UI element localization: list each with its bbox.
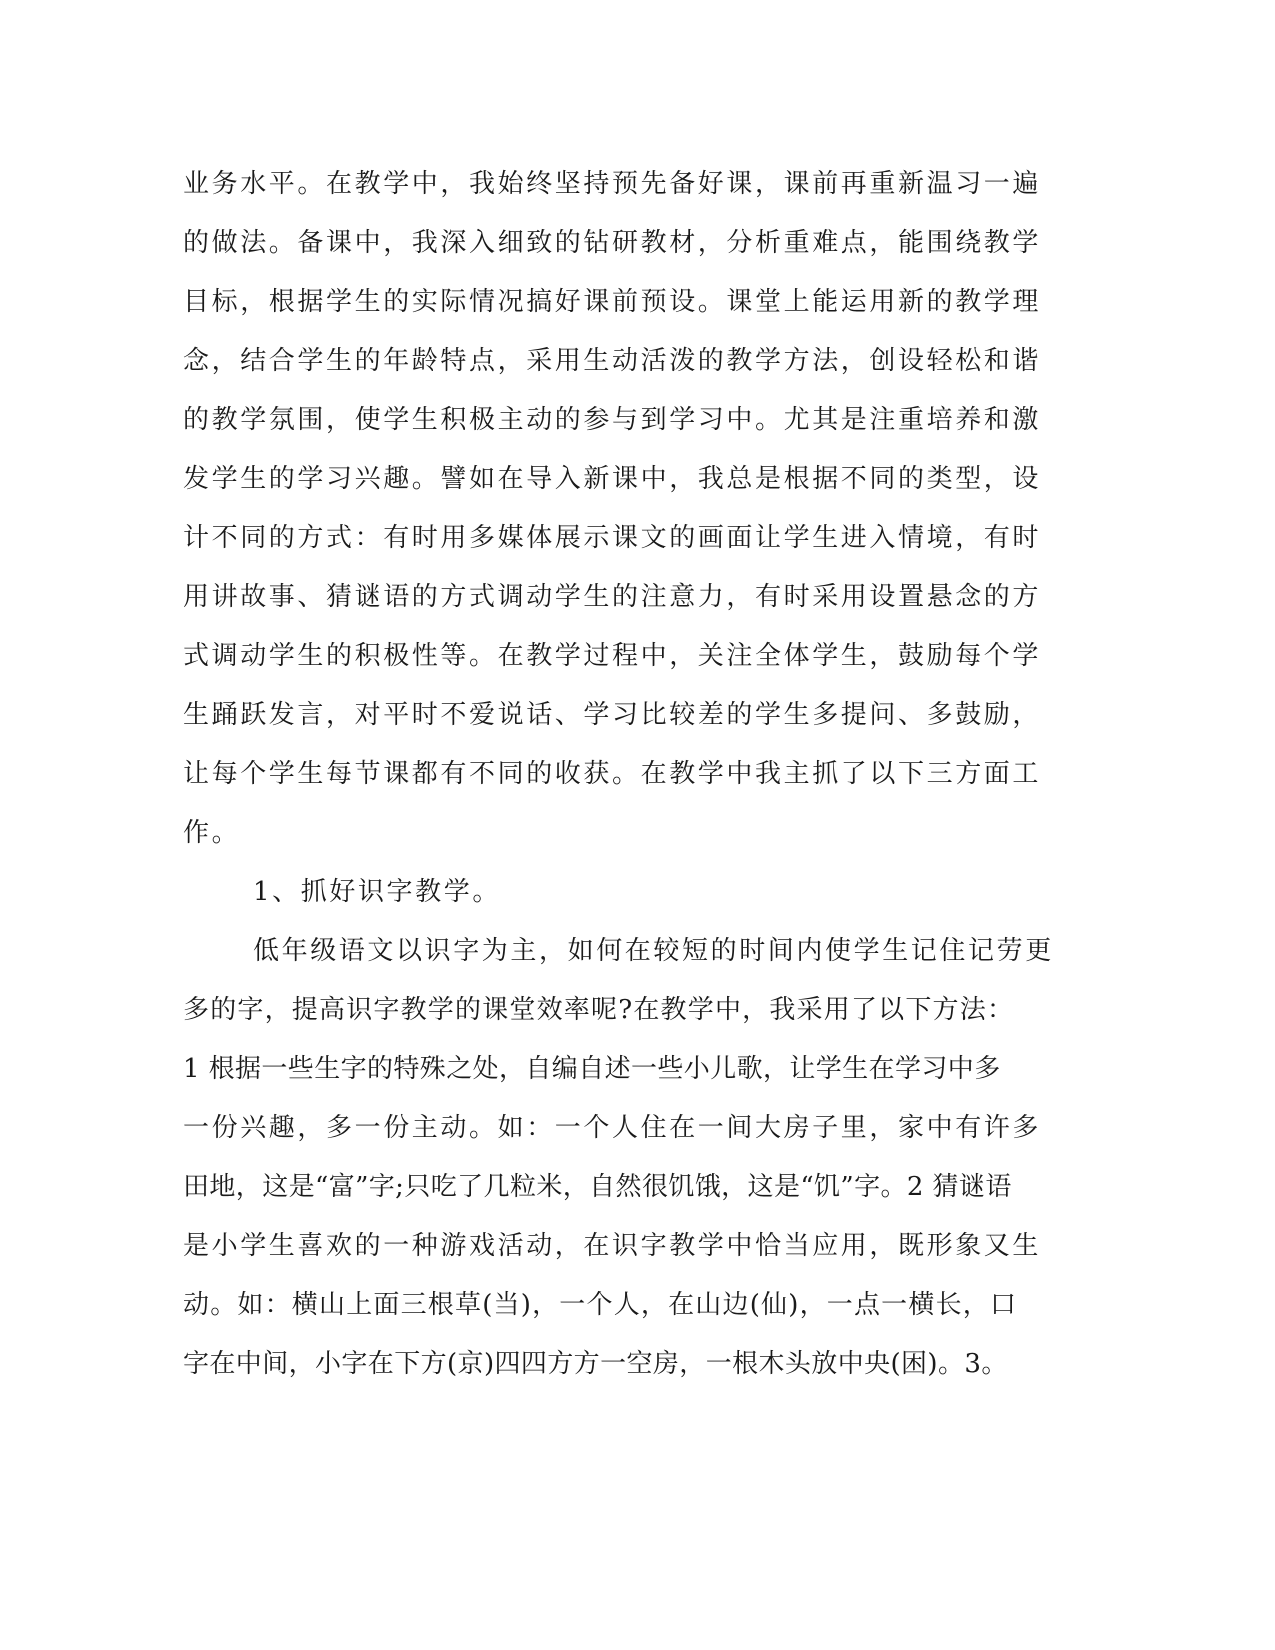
body-text [183, 155, 1054, 1394]
text-line: 发学生的学习兴趣。譬如在导入新课中，我总是根据不同的类型，设 [183, 464, 1042, 494]
text-line: 作。 [183, 818, 241, 848]
text-line: 低年级语文以识字为主，如何在较短的时间内使学生记住记劳更 [253, 936, 1054, 966]
text-line: 目标，根据学生的实际情况搞好课前预设。课堂上能运用新的教学理 [183, 287, 1042, 317]
text-line: 的做法。备课中，我深入细致的钻研教材，分析重难点，能围绕教学 [183, 228, 1042, 258]
text-line: 字在中间，小字在下方(京)四四方方一空房，一根木头放中央(困)。3。 [183, 1349, 1008, 1379]
text-line: 是小学生喜欢的一种游戏活动，在识字教学中恰当应用，既形象又生 [183, 1231, 1042, 1261]
text-line: 动。如：横山上面三根草(当)，一个人，在山边(仙)，一点一横长，口 [183, 1290, 1018, 1320]
text-line: 计不同的方式：有时用多媒体展示课文的画面让学生进入情境，有时 [183, 523, 1042, 553]
text-line: 一份兴趣，多一份主动。如：一个人住在一间大房子里，家中有许多 [183, 1113, 1042, 1143]
text-line: 的教学氛围，使学生积极主动的参与到学习中。尤其是注重培养和激 [183, 405, 1042, 435]
text-line: 式调动学生的积极性等。在教学过程中，关注全体学生，鼓励每个学 [183, 641, 1042, 671]
text-line: 多的字，提高识字教学的课堂效率呢?在教学中，我采用了以下方法： [183, 995, 1015, 1025]
text-line: 生踊跃发言，对平时不爱说话、学习比较差的学生多提问、多鼓励， [183, 700, 1042, 730]
text-line: 业务水平。在教学中，我始终坚持预先备好课，课前再重新温习一遍 [183, 169, 1042, 199]
text-line: 田地，这是“富”字;只吃了几粒米，自然很饥饿，这是“饥”字。2 猜谜语 [183, 1172, 1012, 1202]
text-line: 用讲故事、猜谜语的方式调动学生的注意力，有时采用设置悬念的方 [183, 582, 1042, 612]
text-line: 1 根据一些生字的特殊之处，自编自述一些小儿歌，让学生在学习中多 [183, 1054, 1001, 1084]
text-line: 让每个学生每节课都有不同的收获。在教学中我主抓了以下三方面工 [183, 759, 1042, 789]
section-heading: 1、抓好识字教学。 [253, 877, 501, 907]
text-line: 念，结合学生的年龄特点，采用生动活泼的教学方法，创设轻松和谐 [183, 346, 1042, 376]
